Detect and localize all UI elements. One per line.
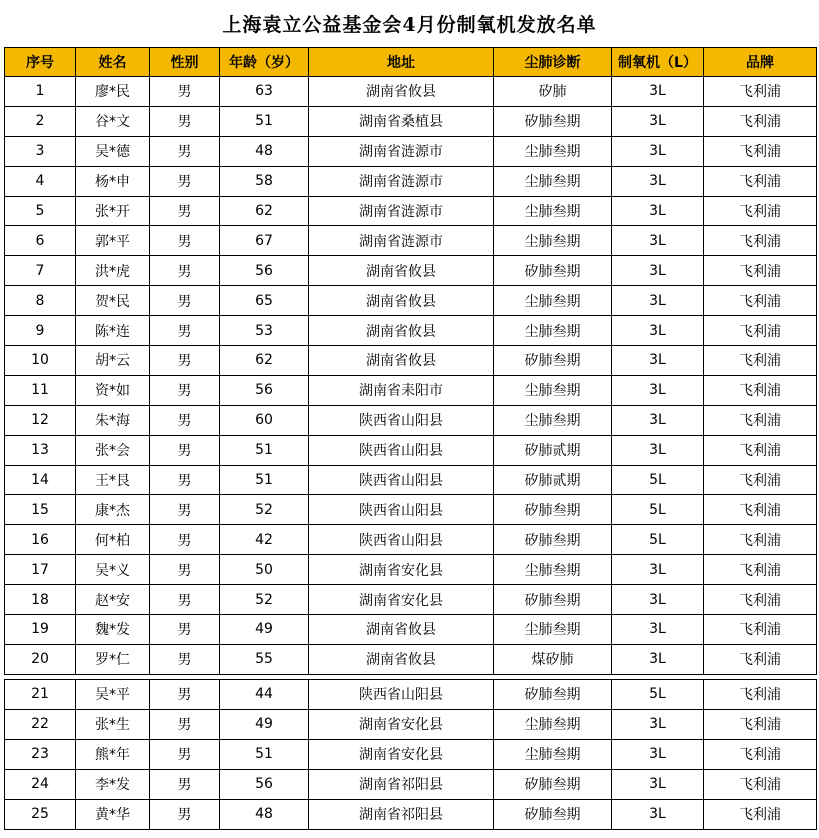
cell-gender: 男 — [150, 286, 220, 316]
cell-gender: 男 — [150, 256, 220, 286]
cell-age: 49 — [220, 709, 309, 739]
cell-address: 湖南省涟源市 — [309, 136, 494, 166]
cell-brand: 飞利浦 — [704, 196, 817, 226]
cell-concentrator: 3L — [612, 375, 704, 405]
cell-name: 王*艮 — [76, 465, 150, 495]
cell-address: 湖南省攸县 — [309, 644, 494, 674]
cell-gender: 男 — [150, 679, 220, 709]
cell-address: 湖南省安化县 — [309, 709, 494, 739]
column-header-gender: 性别 — [150, 48, 220, 77]
cell-brand: 飞利浦 — [704, 615, 817, 645]
cell-brand: 飞利浦 — [704, 256, 817, 286]
cell-address: 陕西省山阳县 — [309, 405, 494, 435]
table-row — [5, 136, 817, 166]
cell-index: 16 — [5, 525, 76, 555]
column-header-age: 年龄（岁） — [220, 48, 309, 77]
column-header-diagnosis: 尘肺诊断 — [494, 48, 612, 77]
cell-name: 吴*平 — [76, 679, 150, 709]
cell-index: 20 — [5, 644, 76, 674]
cell-index: 19 — [5, 615, 76, 645]
cell-index: 21 — [5, 679, 76, 709]
cell-name: 洪*虎 — [76, 256, 150, 286]
cell-gender: 男 — [150, 525, 220, 555]
cell-name: 吴*德 — [76, 136, 150, 166]
cell-address: 湖南省安化县 — [309, 585, 494, 615]
cell-index: 1 — [5, 77, 76, 107]
table-body — [5, 77, 817, 830]
cell-brand: 飞利浦 — [704, 405, 817, 435]
cell-concentrator: 3L — [612, 709, 704, 739]
cell-concentrator: 3L — [612, 316, 704, 346]
cell-gender: 男 — [150, 316, 220, 346]
cell-age: 51 — [220, 435, 309, 465]
cell-name: 张*开 — [76, 196, 150, 226]
table-row — [5, 739, 817, 769]
cell-address: 湖南省安化县 — [309, 555, 494, 585]
cell-address: 湖南省攸县 — [309, 77, 494, 107]
cell-brand: 飞利浦 — [704, 585, 817, 615]
cell-diagnosis: 矽肺叁期 — [494, 769, 612, 799]
cell-concentrator: 3L — [612, 136, 704, 166]
cell-age: 53 — [220, 316, 309, 346]
table-row — [5, 346, 817, 376]
cell-concentrator: 3L — [612, 226, 704, 256]
cell-age: 55 — [220, 644, 309, 674]
cell-gender: 男 — [150, 405, 220, 435]
cell-age: 60 — [220, 405, 309, 435]
table-row — [5, 555, 817, 585]
cell-index: 24 — [5, 769, 76, 799]
cell-address: 湖南省祁阳县 — [309, 799, 494, 829]
document-title: 上海袁立公益基金会4月份制氧机发放名单 — [222, 14, 597, 36]
cell-concentrator: 3L — [612, 106, 704, 136]
cell-name: 谷*文 — [76, 106, 150, 136]
cell-index: 22 — [5, 709, 76, 739]
cell-address: 湖南省攸县 — [309, 615, 494, 645]
table-row — [5, 525, 817, 555]
cell-diagnosis: 尘肺叁期 — [494, 739, 612, 769]
cell-gender: 男 — [150, 346, 220, 376]
cell-brand: 飞利浦 — [704, 644, 817, 674]
cell-name: 陈*连 — [76, 316, 150, 346]
cell-concentrator: 3L — [612, 435, 704, 465]
cell-brand: 飞利浦 — [704, 769, 817, 799]
cell-address: 陕西省山阳县 — [309, 679, 494, 709]
cell-gender: 男 — [150, 435, 220, 465]
cell-brand: 飞利浦 — [704, 375, 817, 405]
cell-concentrator: 3L — [612, 166, 704, 196]
table-row — [5, 106, 817, 136]
cell-brand: 飞利浦 — [704, 465, 817, 495]
table-row — [5, 799, 817, 829]
cell-name: 杨*申 — [76, 166, 150, 196]
cell-index: 10 — [5, 346, 76, 376]
cell-brand: 飞利浦 — [704, 709, 817, 739]
cell-diagnosis: 矽肺叁期 — [494, 346, 612, 376]
cell-brand: 飞利浦 — [704, 346, 817, 376]
table-row — [5, 256, 817, 286]
cell-gender: 男 — [150, 739, 220, 769]
cell-diagnosis: 尘肺叁期 — [494, 286, 612, 316]
cell-gender: 男 — [150, 769, 220, 799]
cell-diagnosis: 尘肺叁期 — [494, 405, 612, 435]
cell-name: 张*会 — [76, 435, 150, 465]
header-row — [5, 48, 817, 77]
cell-diagnosis: 尘肺叁期 — [494, 136, 612, 166]
cell-name: 熊*年 — [76, 739, 150, 769]
cell-brand: 飞利浦 — [704, 435, 817, 465]
cell-name: 胡*云 — [76, 346, 150, 376]
cell-age: 56 — [220, 256, 309, 286]
cell-diagnosis: 尘肺叁期 — [494, 316, 612, 346]
cell-name: 何*柏 — [76, 525, 150, 555]
cell-address: 陕西省山阳县 — [309, 435, 494, 465]
cell-age: 42 — [220, 525, 309, 555]
cell-concentrator: 3L — [612, 799, 704, 829]
cell-address: 湖南省耒阳市 — [309, 375, 494, 405]
cell-gender: 男 — [150, 495, 220, 525]
cell-diagnosis: 尘肺叁期 — [494, 166, 612, 196]
cell-gender: 男 — [150, 555, 220, 585]
cell-diagnosis: 矽肺叁期 — [494, 256, 612, 286]
column-header-index: 序号 — [5, 48, 76, 77]
cell-concentrator: 3L — [612, 739, 704, 769]
cell-address: 湖南省祁阳县 — [309, 769, 494, 799]
cell-diagnosis: 尘肺叁期 — [494, 555, 612, 585]
cell-age: 65 — [220, 286, 309, 316]
cell-brand: 飞利浦 — [704, 286, 817, 316]
table-row — [5, 644, 817, 674]
cell-age: 52 — [220, 495, 309, 525]
cell-concentrator: 3L — [612, 555, 704, 585]
cell-index: 3 — [5, 136, 76, 166]
cell-age: 63 — [220, 77, 309, 107]
cell-diagnosis: 煤矽肺 — [494, 644, 612, 674]
cell-gender: 男 — [150, 196, 220, 226]
cell-brand: 飞利浦 — [704, 226, 817, 256]
table-row — [5, 615, 817, 645]
cell-index: 12 — [5, 405, 76, 435]
cell-age: 62 — [220, 196, 309, 226]
cell-index: 2 — [5, 106, 76, 136]
cell-gender: 男 — [150, 465, 220, 495]
cell-concentrator: 5L — [612, 465, 704, 495]
cell-name: 郭*平 — [76, 226, 150, 256]
cell-age: 52 — [220, 585, 309, 615]
cell-diagnosis: 矽肺叁期 — [494, 106, 612, 136]
cell-brand: 飞利浦 — [704, 136, 817, 166]
distribution-table — [4, 47, 817, 830]
cell-gender: 男 — [150, 709, 220, 739]
cell-concentrator: 3L — [612, 256, 704, 286]
cell-concentrator: 3L — [612, 286, 704, 316]
cell-gender: 男 — [150, 615, 220, 645]
cell-diagnosis: 尘肺叁期 — [494, 709, 612, 739]
cell-age: 51 — [220, 106, 309, 136]
cell-concentrator: 3L — [612, 405, 704, 435]
cell-name: 朱*海 — [76, 405, 150, 435]
table-row — [5, 196, 817, 226]
table-row — [5, 679, 817, 709]
table-row — [5, 709, 817, 739]
cell-brand: 飞利浦 — [704, 495, 817, 525]
cell-address: 陕西省山阳县 — [309, 465, 494, 495]
cell-address: 湖南省涟源市 — [309, 166, 494, 196]
cell-diagnosis: 矽肺叁期 — [494, 585, 612, 615]
cell-index: 14 — [5, 465, 76, 495]
cell-age: 48 — [220, 136, 309, 166]
cell-address: 湖南省涟源市 — [309, 226, 494, 256]
cell-age: 58 — [220, 166, 309, 196]
cell-index: 17 — [5, 555, 76, 585]
cell-address: 湖南省攸县 — [309, 256, 494, 286]
cell-diagnosis: 尘肺叁期 — [494, 375, 612, 405]
cell-index: 7 — [5, 256, 76, 286]
column-header-brand: 品牌 — [704, 48, 817, 77]
cell-brand: 飞利浦 — [704, 679, 817, 709]
cell-diagnosis: 矽肺叁期 — [494, 679, 612, 709]
cell-diagnosis: 矽肺叁期 — [494, 495, 612, 525]
cell-diagnosis: 尘肺叁期 — [494, 615, 612, 645]
cell-name: 赵*安 — [76, 585, 150, 615]
cell-index: 11 — [5, 375, 76, 405]
table-row — [5, 77, 817, 107]
cell-gender: 男 — [150, 585, 220, 615]
cell-address: 湖南省桑植县 — [309, 106, 494, 136]
cell-index: 4 — [5, 166, 76, 196]
cell-name: 黄*华 — [76, 799, 150, 829]
cell-index: 9 — [5, 316, 76, 346]
cell-gender: 男 — [150, 226, 220, 256]
cell-age: 51 — [220, 739, 309, 769]
cell-name: 魏*发 — [76, 615, 150, 645]
cell-diagnosis: 矽肺 — [494, 77, 612, 107]
table-row — [5, 375, 817, 405]
table-row — [5, 316, 817, 346]
cell-age: 56 — [220, 375, 309, 405]
cell-brand: 飞利浦 — [704, 106, 817, 136]
cell-diagnosis: 矽肺叁期 — [494, 799, 612, 829]
cell-name: 贺*民 — [76, 286, 150, 316]
cell-name: 罗*仁 — [76, 644, 150, 674]
cell-gender: 男 — [150, 166, 220, 196]
cell-index: 23 — [5, 739, 76, 769]
cell-index: 8 — [5, 286, 76, 316]
cell-age: 44 — [220, 679, 309, 709]
table-row — [5, 405, 817, 435]
cell-brand: 飞利浦 — [704, 166, 817, 196]
cell-gender: 男 — [150, 106, 220, 136]
cell-diagnosis: 矽肺贰期 — [494, 435, 612, 465]
cell-concentrator: 3L — [612, 196, 704, 226]
cell-brand: 飞利浦 — [704, 525, 817, 555]
cell-gender: 男 — [150, 77, 220, 107]
cell-concentrator: 3L — [612, 346, 704, 376]
cell-address: 湖南省安化县 — [309, 739, 494, 769]
cell-name: 张*生 — [76, 709, 150, 739]
cell-concentrator: 5L — [612, 525, 704, 555]
column-header-concentrator: 制氧机（L） — [612, 48, 704, 77]
cell-address: 陕西省山阳县 — [309, 525, 494, 555]
cell-diagnosis: 尘肺叁期 — [494, 226, 612, 256]
cell-gender: 男 — [150, 375, 220, 405]
cell-address: 湖南省攸县 — [309, 316, 494, 346]
cell-concentrator: 3L — [612, 644, 704, 674]
cell-address: 陕西省山阳县 — [309, 495, 494, 525]
cell-concentrator: 5L — [612, 679, 704, 709]
cell-brand: 飞利浦 — [704, 555, 817, 585]
cell-age: 56 — [220, 769, 309, 799]
cell-concentrator: 3L — [612, 585, 704, 615]
cell-name: 李*发 — [76, 769, 150, 799]
cell-index: 13 — [5, 435, 76, 465]
table-row — [5, 226, 817, 256]
cell-age: 51 — [220, 465, 309, 495]
cell-index: 18 — [5, 585, 76, 615]
cell-diagnosis: 矽肺贰期 — [494, 465, 612, 495]
cell-diagnosis: 矽肺叁期 — [494, 525, 612, 555]
cell-diagnosis: 尘肺叁期 — [494, 196, 612, 226]
cell-brand: 飞利浦 — [704, 739, 817, 769]
cell-gender: 男 — [150, 644, 220, 674]
column-header-address: 地址 — [309, 48, 494, 77]
cell-brand: 飞利浦 — [704, 316, 817, 346]
table-row — [5, 435, 817, 465]
cell-index: 6 — [5, 226, 76, 256]
cell-address: 湖南省攸县 — [309, 286, 494, 316]
table-row — [5, 286, 817, 316]
cell-index: 25 — [5, 799, 76, 829]
table-row — [5, 585, 817, 615]
cell-name: 廖*民 — [76, 77, 150, 107]
cell-index: 15 — [5, 495, 76, 525]
cell-concentrator: 3L — [612, 615, 704, 645]
table-row — [5, 465, 817, 495]
cell-name: 吴*义 — [76, 555, 150, 585]
cell-concentrator: 5L — [612, 495, 704, 525]
cell-age: 48 — [220, 799, 309, 829]
cell-address: 湖南省攸县 — [309, 346, 494, 376]
table-row — [5, 495, 817, 525]
cell-address: 湖南省涟源市 — [309, 196, 494, 226]
cell-gender: 男 — [150, 799, 220, 829]
cell-gender: 男 — [150, 136, 220, 166]
cell-age: 62 — [220, 346, 309, 376]
cell-concentrator: 3L — [612, 77, 704, 107]
table-row — [5, 166, 817, 196]
cell-age: 49 — [220, 615, 309, 645]
table-row — [5, 769, 817, 799]
cell-brand: 飞利浦 — [704, 799, 817, 829]
cell-concentrator: 3L — [612, 769, 704, 799]
cell-age: 50 — [220, 555, 309, 585]
cell-brand: 飞利浦 — [704, 77, 817, 107]
cell-index: 5 — [5, 196, 76, 226]
cell-name: 康*杰 — [76, 495, 150, 525]
cell-name: 资*如 — [76, 375, 150, 405]
cell-age: 67 — [220, 226, 309, 256]
column-header-name: 姓名 — [76, 48, 150, 77]
